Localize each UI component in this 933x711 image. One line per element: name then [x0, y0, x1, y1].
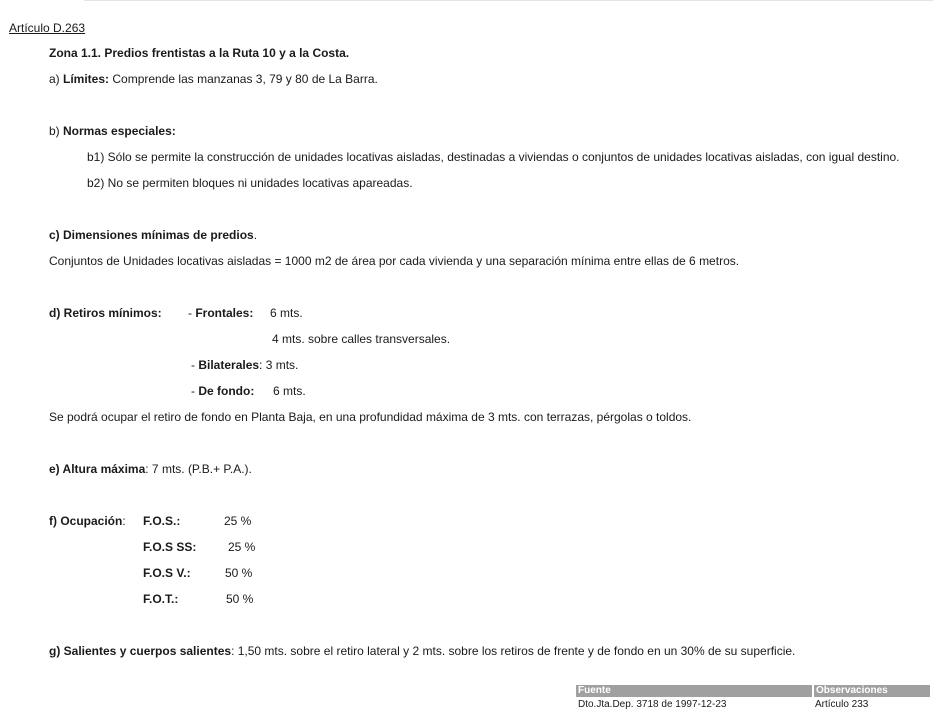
min-dimensions-text: Conjuntos de Unidades locativas aisladas = 1000 m2 de área por cada vivienda y una separación mínima entre ellas de 6 metros.	[49, 254, 740, 268]
max-height: e) Altura máxima: 7 mts. (P.B.+ P.A.).	[49, 462, 252, 476]
occupation-heading: f) Ocupación:	[49, 514, 126, 528]
setbacks-note: Se podrá ocupar el retiro de fondo en Planta Baja, en una profundidad máxima de 3 mts. con terrazas, pérgolas o toldos.	[49, 410, 692, 424]
special-norm-b1: b1) Sólo se permite la construcción de unidades locativas aisladas, destinadas a viviendas o conjuntos de unidades locativas aisladas, con igual destino.	[87, 150, 900, 164]
setback-front-value: 6 mts.	[270, 306, 303, 320]
occupation-value: 25 %	[228, 540, 256, 554]
limits-paragraph: a) Límites: Comprende las manzanas 3, 79 y 80 de La Barra.	[49, 72, 378, 86]
min-dimensions-heading: c) Dimensiones mínimas de predios.	[49, 228, 258, 242]
source-table	[576, 685, 932, 711]
setback-back: - De fondo:	[191, 384, 255, 398]
occupation-key: F.O.S V.:	[143, 566, 191, 580]
top-divider	[84, 0, 933, 1]
limits-label: Límites:	[63, 72, 110, 86]
source-header: Fuente	[576, 685, 813, 697]
observations-header: Observaciones	[813, 685, 931, 697]
setback-front: - Frontales:	[188, 306, 254, 320]
article-link[interactable]: Artículo D.263	[9, 21, 86, 35]
occupation-key: F.O.S.:	[143, 514, 181, 528]
setbacks-heading: d) Retiros mínimos:	[49, 306, 162, 320]
setback-front-extra: 4 mts. sobre calles transversales.	[272, 332, 451, 346]
source-cell: Dto.Jta.Dep. 3718 de 1997-12-23	[578, 699, 727, 710]
zone-title: Zona 1.1. Predios frentistas a la Ruta 10 y a la Costa.	[49, 46, 350, 60]
occupation-key: F.O.S SS:	[143, 540, 197, 554]
occupation-value: 50 %	[226, 592, 254, 606]
occupation-value: 25 %	[224, 514, 252, 528]
occupation-key: F.O.T.:	[143, 592, 179, 606]
special-norm-b2: b2) No se permiten bloques ni unidades locativas apareadas.	[87, 176, 413, 190]
setback-back-value: 6 mts.	[273, 384, 306, 398]
setback-lateral: - Bilaterales: 3 mts.	[191, 358, 299, 372]
observations-cell: Artículo 233	[815, 699, 869, 710]
occupation-value: 50 %	[225, 566, 253, 580]
projections: g) Salientes y cuerpos salientes: 1,50 mts. sobre el retiro lateral y 2 mts. sobre los retiros de frente y de fondo en un 30% de su superficie.	[49, 644, 796, 658]
special-norms-heading: b) Normas especiales:	[49, 124, 176, 138]
